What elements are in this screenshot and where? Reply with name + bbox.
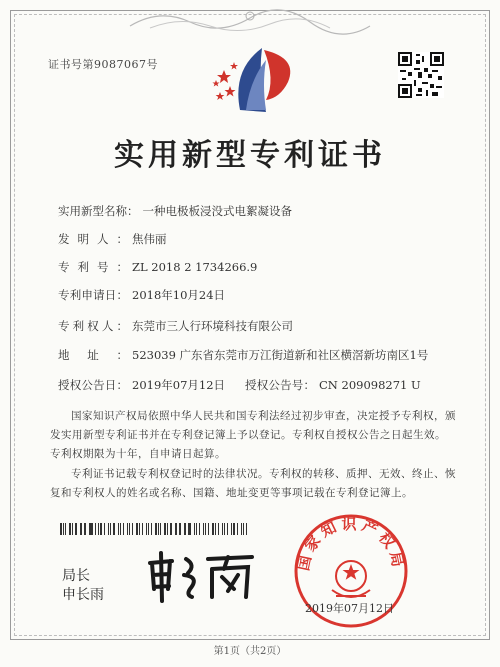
barcode-bar	[151, 523, 152, 535]
barcode-bar	[246, 523, 247, 535]
paragraph-legal-status: 专利证书记载专利权登记时的法律状况。专利权的转移、质押、无效、终止、恢复和专利权人的姓名或名称、国籍、地址变更等事项记载在专利登记簿上。	[50, 468, 456, 499]
barcode-bar	[224, 523, 225, 535]
page-indicator: 第1页（共2页）	[213, 646, 287, 657]
barcode-bar	[185, 523, 186, 535]
barcode-bar	[215, 523, 216, 535]
application-date-value: 2018年10月24日	[132, 288, 226, 302]
inventor-value: 焦伟丽	[132, 232, 167, 246]
patentee-value: 东莞市三人行环境科技有限公司	[132, 319, 293, 333]
patent-office-logo	[210, 40, 300, 120]
application-date-row	[58, 287, 460, 303]
barcode-bar	[129, 523, 130, 535]
grant-date-row	[58, 377, 225, 393]
barcode-bar	[208, 523, 209, 535]
patentee-label: 专利权人：	[58, 319, 128, 333]
barcode-bar	[136, 523, 138, 535]
barcode-bar	[95, 523, 96, 535]
utility-name-row	[58, 203, 460, 219]
inventor-row	[58, 231, 460, 247]
barcode-bar	[113, 523, 115, 535]
director-title: 局长	[62, 568, 90, 584]
barcode-bar	[132, 523, 134, 535]
barcode-bar	[212, 523, 214, 535]
address-value: 523039 广东省东莞市万江街道新和社区横滘新坊南区1号	[132, 348, 429, 362]
barcode-bar	[98, 523, 99, 535]
barcode-bar	[69, 523, 71, 535]
barcode-bar	[127, 523, 128, 535]
address-label: 地址：	[58, 348, 128, 362]
grant-number-label: 授权公告号：	[245, 378, 315, 392]
certificate-number: 证书号第9087067号	[48, 58, 158, 71]
barcode-bar	[179, 523, 181, 535]
certificate-title: 实用新型专利证书	[114, 138, 386, 173]
barcode-bar	[108, 523, 109, 535]
barcode-bar	[233, 523, 235, 535]
utility-name-value: 一种电极板浸没式电絮凝设备	[142, 204, 292, 218]
director-name: 申长雨	[62, 587, 104, 603]
barcode-bar	[148, 523, 150, 535]
barcode-bar	[167, 523, 168, 535]
barcode-bar	[160, 523, 161, 535]
barcode-bar	[196, 523, 197, 535]
barcode-bar	[104, 523, 106, 535]
barcode-bar	[72, 523, 73, 535]
patentee-row	[58, 318, 460, 334]
barcode-bar	[146, 523, 147, 535]
barcode-bar	[65, 523, 66, 535]
barcode-bar	[110, 523, 111, 535]
barcode-bar	[237, 523, 238, 535]
barcode-bar	[120, 523, 121, 535]
barcode-bar	[80, 523, 81, 535]
barcode-bar	[158, 523, 159, 535]
barcode-bar	[176, 523, 177, 535]
barcode-bar	[218, 523, 220, 535]
barcode-bar	[194, 523, 196, 535]
patent-number-label: 专利号：	[58, 260, 128, 274]
barcode-bar	[60, 523, 62, 535]
paragraph-grant-statement: 国家知识产权局依照中华人民共和国专利法经过初步审查，决定授予专利权，颁发实用新型专利证书并在专利登记簿上予以登记。专利权自授权公告之日起生效。专利权期限为十年，自申请日起算。	[50, 410, 456, 460]
inventor-label: 发明人：	[58, 232, 128, 246]
barcode-bar	[231, 523, 232, 535]
barcode-bar	[89, 523, 90, 535]
barcode-bar	[227, 523, 229, 535]
top-ornament	[120, 6, 380, 36]
barcode-bar	[175, 523, 176, 535]
barcode-bar	[205, 523, 206, 535]
patent-number-row	[58, 259, 460, 275]
grant-date-label: 授权公告日：	[58, 378, 128, 392]
barcode-bar	[84, 523, 86, 535]
application-date-label: 专利申请日：	[58, 288, 128, 302]
barcode-bar	[90, 523, 92, 535]
barcode-bar	[75, 523, 77, 535]
barcode-bar	[81, 523, 82, 535]
grant-number-value: CN 209098271 U	[319, 378, 421, 392]
barcode-bar	[243, 523, 245, 535]
barcode-bar	[100, 523, 102, 535]
barcode-bar	[139, 523, 140, 535]
qr-code	[398, 52, 444, 98]
patent-number-value: ZL 2018 2 1734266.9	[132, 260, 258, 274]
barcode-bar	[142, 523, 143, 535]
barcode-bar	[123, 523, 125, 535]
address-row	[58, 347, 460, 363]
barcode	[60, 523, 250, 535]
svg-text:国家知识产权局	[294, 515, 408, 572]
barcode-bar	[188, 523, 190, 535]
barcode-bar	[170, 523, 172, 535]
barcode-bar	[241, 523, 242, 535]
grant-date-value: 2019年07月12日	[132, 378, 226, 392]
barcode-bar	[164, 523, 166, 535]
seal-date: 2019年07月12日	[305, 602, 394, 615]
grant-number-row	[245, 377, 421, 393]
seal-text: 国家知识产权局	[294, 514, 408, 573]
barcode-bar	[199, 523, 200, 535]
barcode-bar	[203, 523, 205, 535]
barcode-bar	[63, 523, 64, 535]
utility-name-label: 实用新型名称：	[58, 204, 139, 218]
barcode-bar	[222, 523, 223, 535]
barcode-bar	[118, 523, 119, 535]
barcode-bar	[155, 523, 157, 535]
director-signature	[142, 545, 262, 605]
barcode-bar	[184, 523, 185, 535]
